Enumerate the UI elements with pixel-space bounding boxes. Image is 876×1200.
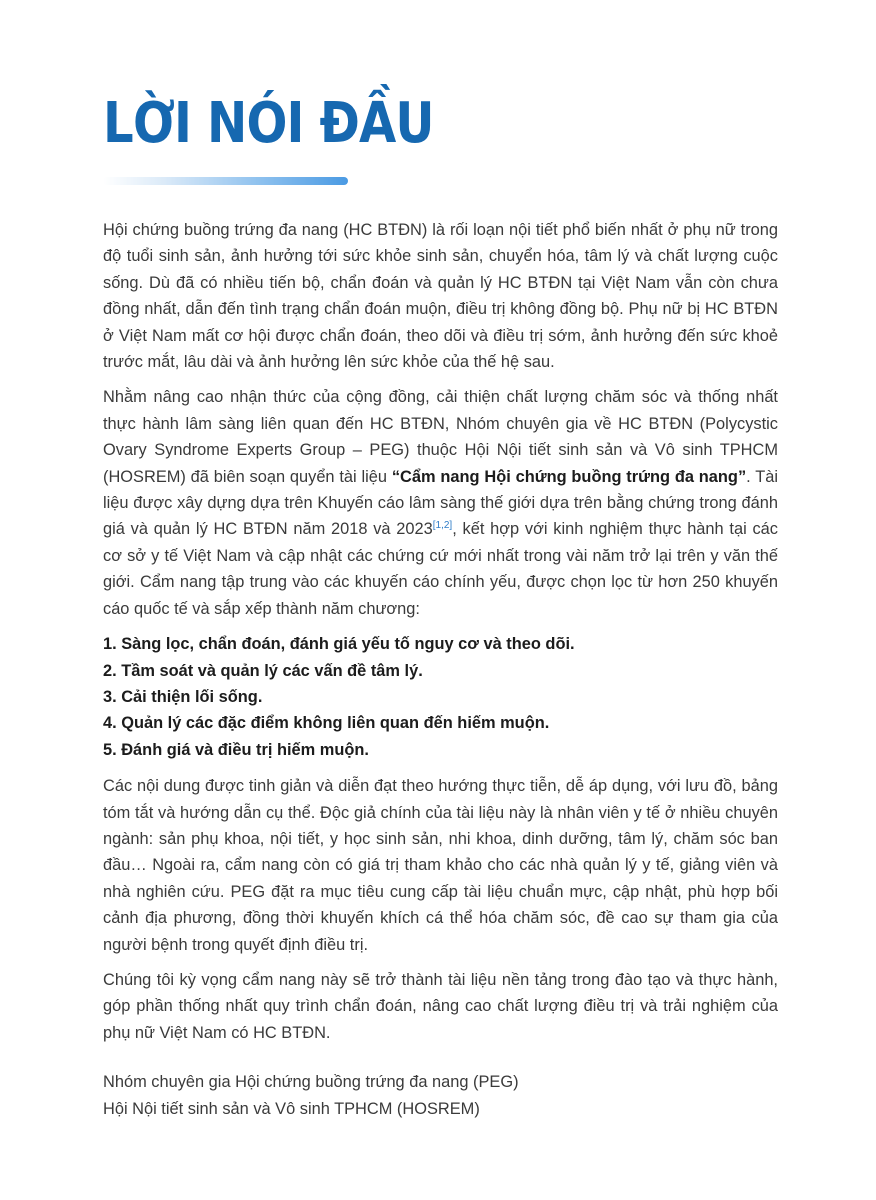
- chapter-item-4: 4. Quản lý các đặc điểm không liên quan đến hiếm muộn.: [103, 714, 550, 733]
- title-underline-bar: [103, 177, 348, 185]
- chapter-item-3: 3. Cải thiện lối sống.: [103, 687, 263, 706]
- purpose-text-middle: . Tài liệu được xây dựng dựa trên Khuyến cáo lâm sàng thế giới dựa trên bằng chứng trong đánh giá và quản lý HC BTĐN năm 2018 và 2023: [103, 467, 778, 539]
- chapter-item-2: 2. Tầm soát và quản lý các vấn đề tâm lý.: [103, 661, 423, 680]
- preface-body: [103, 217, 778, 1122]
- purpose-text-end: , kết hợp với kinh nghiệm thực hành tại các cơ sở y tế Việt Nam và cập nhật các chứng cứ mới nhất trong vài năm trở lại trên y văn thế giới. Cẩm nang tập trung vào các khuyến cáo chính yếu, được chọn lọc từ hơn 250 khuyến cáo quốc tế và sắp xếp thành năm chương:: [103, 520, 778, 618]
- chapter-list: [103, 631, 778, 763]
- paragraph-purpose: [103, 384, 778, 622]
- paragraph-expectation: Chúng tôi kỳ vọng cẩm nang này sẽ trở thành tài liệu nền tảng trong đào tạo và thực hành, góp phần thống nhất quy trình chẩn đoán, nâng cao chất lượng điều trị và trải nghiệm của phụ nữ Việt Nam có HC BTĐN.: [103, 970, 778, 1042]
- paragraph-content-audience: Các nội dung được tinh giản và diễn đạt theo hướng thực tiễn, dễ áp dụng, với lưu đồ, bảng tóm tắt và hướng dẫn cụ thể. Độc giả chính của tài liệu này là nhân viên y tế ở nhiều chuyên ngành: sản phụ khoa, nội tiết, y học sinh sản, nhi khoa, dinh dưỡng, tâm lý, chăm sóc ban đầu… Ngoài ra, cẩm nang còn có giá trị tham khảo cho các nhà quản lý y tế, giảng viên và nhà nghiên cứu. PEG đặt ra mục tiêu cung cấp tài liệu chuẩn mực, cập nhật, phù hợp bối cảnh địa phương, đồng thời khuyến khích cá thể hóa chăm sóc, đề cao sự tham gia của người bệnh trong quyết định điều trị.: [103, 777, 778, 954]
- chapter-item-5: 5. Đánh giá và điều trị hiếm muộn.: [103, 740, 369, 759]
- chapter-item-1: 1. Sàng lọc, chẩn đoán, đánh giá yếu tố nguy cơ và theo dõi.: [103, 635, 575, 654]
- paragraph-intro: Hội chứng buồng trứng đa nang (HC BTĐN) là rối loạn nội tiết phổ biến nhất ở phụ nữ trong độ tuổi sinh sản, ảnh hưởng tới sức khỏe sinh sản, chuyển hóa, tâm lý và chất lượng cuộc sống. Dù đã có nhiều tiến bộ, chẩn đoán và quản lý HC BTĐN tại Việt Nam vẫn còn chưa đồng nhất, dẫn đến tình trạng chẩn đoán muộn, điều trị không đồng bộ. Phụ nữ bị HC BTĐN ở Việt Nam mất cơ hội được chẩn đoán, theo dõi và điều trị sớm, ảnh hưởng đến sức khoẻ trước mắt, lâu dài và ảnh hưởng lên sức khỏe của thế hệ sau.: [103, 221, 778, 372]
- purpose-text-start: Nhằm nâng cao nhận thức của cộng đồng, cải thiện chất lượng chăm sóc và thống nhất thực hành lâm sàng liên quan đến HC BTĐN, Nhóm chuyên gia về HC BTĐN (Polycystic Ovary Syndrome Experts Group – PEG) thuộc Hội Nội tiết sinh sản và Vô sinh TPHCM (HOSREM) đã biên soạn quyển tài liệu: [103, 388, 778, 486]
- citation-reference: [1,2]: [432, 520, 453, 532]
- signature-block: [103, 1069, 778, 1122]
- page-title: LỜI NÓI ĐẦU: [103, 91, 434, 156]
- signature-line-group: Nhóm chuyên gia Hội chứng buồng trứng đa nang (PEG): [103, 1073, 519, 1092]
- signature-line-society: Hội Nội tiết sinh sản và Vô sinh TPHCM (HOSREM): [103, 1099, 480, 1118]
- book-title: “Cẩm nang Hội chứng buồng trứng đa nang”: [391, 467, 747, 486]
